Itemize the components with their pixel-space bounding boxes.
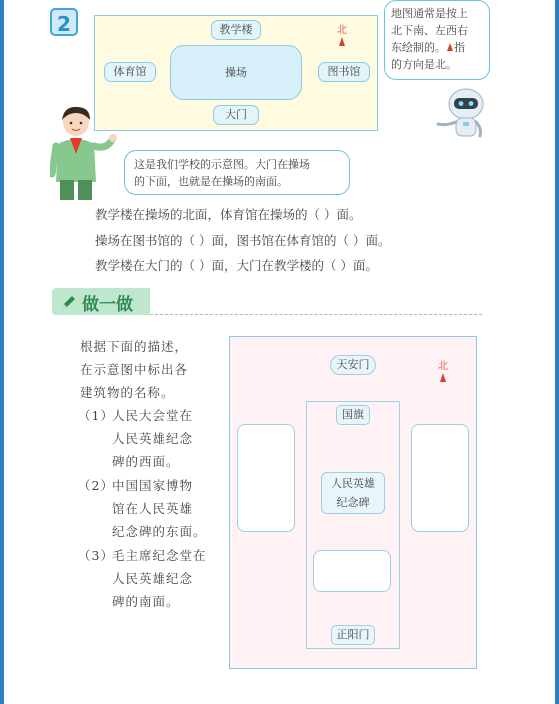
north-arrow-icon xyxy=(339,37,345,46)
blank-box-west[interactable] xyxy=(237,424,295,532)
question-3: 教学楼在大门的（ ）面，大门在教学楼的（ ）面。 xyxy=(95,258,378,273)
item-line: 碑的西面。 xyxy=(112,454,180,469)
map-label-playground: 操场 xyxy=(170,45,302,100)
map-label-flag: 国旗 xyxy=(336,405,370,425)
central-axis-area xyxy=(306,401,400,649)
item-line: 人民英雄纪念 xyxy=(112,571,194,586)
item-line: 人民英雄纪念 xyxy=(112,431,194,446)
map-label-gate: 大门 xyxy=(213,105,259,125)
map-label-monument xyxy=(321,472,385,514)
robot-speech-line: 东绘制的。 指 xyxy=(391,41,465,54)
map-label-tiananmen: 天安门 xyxy=(330,355,376,375)
map-label-library: 图书馆 xyxy=(318,62,370,82)
section-title: 做一做 xyxy=(82,295,133,315)
robot-speech-bubble xyxy=(384,0,490,80)
item-line: 纪念碑的东面。 xyxy=(112,524,207,539)
north-label: 北 xyxy=(438,361,448,372)
question-2: 操场在图书馆的（ ）面，图书馆在体育馆的（ ）面。 xyxy=(95,233,391,248)
instruction-line: 在示意图中标出各 xyxy=(80,362,189,377)
instruction-line: 根据下面的描述， xyxy=(80,339,189,354)
item-line: 人民大会堂在 xyxy=(112,408,194,423)
item-line: 中国国家博物 xyxy=(112,478,194,493)
robot-speech-line: 地图通常是按上 xyxy=(391,7,468,20)
robot-speech-line: 北下南、左西右 xyxy=(391,24,468,37)
robot-illustration xyxy=(430,84,492,140)
page-border-right xyxy=(555,0,559,704)
north-indicator-2 xyxy=(435,361,451,382)
item-line: 馆在人民英雄 xyxy=(112,501,194,516)
boy-speech-line: 的下面，也就是在操场的南面。 xyxy=(134,175,288,188)
boy-illustration xyxy=(50,104,122,200)
map-label-zhengyangmen: 正阳门 xyxy=(331,625,375,645)
item-line: 碑的南面。 xyxy=(112,594,180,609)
robot-speech-line: 的方向是北。 xyxy=(391,58,457,71)
north-arrow-icon xyxy=(440,373,446,382)
section-divider xyxy=(150,314,482,315)
instruction-item-3 xyxy=(78,544,207,613)
item-number: （1） xyxy=(78,408,114,423)
item-number: （3） xyxy=(78,548,114,563)
problem-number: 2 xyxy=(50,8,78,36)
instruction-line: 建筑物的名称。 xyxy=(80,385,175,400)
item-number: （2） xyxy=(78,478,114,493)
map-label-gym: 体育馆 xyxy=(104,62,156,82)
blank-box-south[interactable] xyxy=(313,550,391,592)
monument-line: 纪念碑 xyxy=(336,496,370,509)
north-indicator-1 xyxy=(334,25,350,46)
north-arrow-icon xyxy=(447,43,453,51)
pencil-icon xyxy=(61,294,77,310)
exercise-instructions xyxy=(80,335,188,404)
boy-speech-bubble xyxy=(124,150,350,195)
instruction-item-2 xyxy=(78,474,207,543)
map-label-teaching-building: 教学楼 xyxy=(211,20,261,40)
instruction-item-1 xyxy=(78,404,193,473)
page-border-left xyxy=(0,0,4,704)
north-label: 北 xyxy=(337,25,347,36)
item-line: 毛主席纪念堂在 xyxy=(112,548,207,563)
monument-line: 人民英雄 xyxy=(331,477,375,490)
question-1: 教学楼在操场的北面，体育馆在操场的（ ）面。 xyxy=(95,207,362,222)
boy-speech-line: 这是我们学校的示意图。大门在操场 xyxy=(134,158,310,171)
section-header xyxy=(52,288,482,316)
blank-box-east[interactable] xyxy=(411,424,469,532)
